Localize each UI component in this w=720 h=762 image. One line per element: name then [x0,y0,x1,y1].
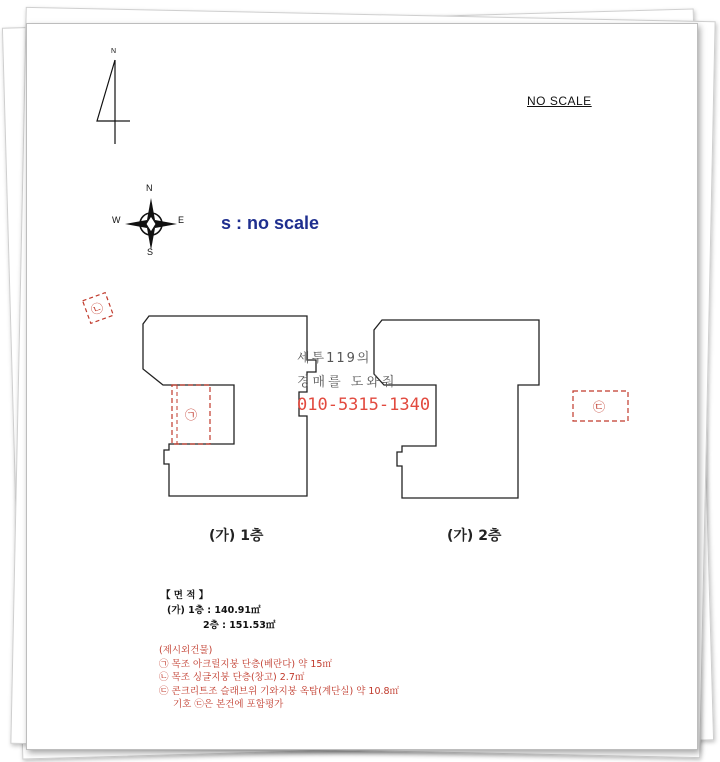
compass-n: N [146,183,153,193]
watermark-line1: 세투119의 [297,351,372,366]
north-arrow-letter: N [111,48,117,55]
floor1-label: (가) 1층 [209,528,264,544]
extra-heading: (제시외건물) [159,645,213,656]
extra-item-1: ㉠ 목조 아크릴지붕 단층(베란다) 약 15㎡ [159,658,332,670]
area-row-1: (가) 1층 : 140.91㎡ [167,605,261,616]
compass-s: S [147,247,154,257]
floor-plans [27,24,697,544]
watermark-line2: 경매를 도와줘 [297,375,398,390]
no-scale-label: NO SCALE [527,94,592,108]
marker-b: ㉡ [89,300,106,318]
extra-note: 기호 ㉢은 본건에 포함평가 [173,699,284,710]
extra-item-2: ㉡ 목조 싱글지붕 단층(창고) 2.7㎡ [159,672,305,683]
compass-w: W [112,215,121,225]
document-sheet [26,23,698,750]
scale-note: s : no scale [221,213,320,233]
watermark-phone: 010-5315-1340 [297,395,431,415]
marker-a: ㉠ [185,408,198,422]
marker-c: ㉢ [593,400,606,414]
floor2-label: (가) 2층 [447,528,502,544]
compass-e: E [178,215,185,225]
area-heading: 【 면 적 】 [161,590,209,601]
floor1-outline [143,316,316,496]
extra-item-3: ㉢ 콘크리트조 슬래브위 기와지붕 옥탑(계단실) 약 10.8㎡ [159,685,400,697]
extra-buildings [159,642,399,710]
area-row-2: 2층 : 151.53㎡ [203,620,276,631]
